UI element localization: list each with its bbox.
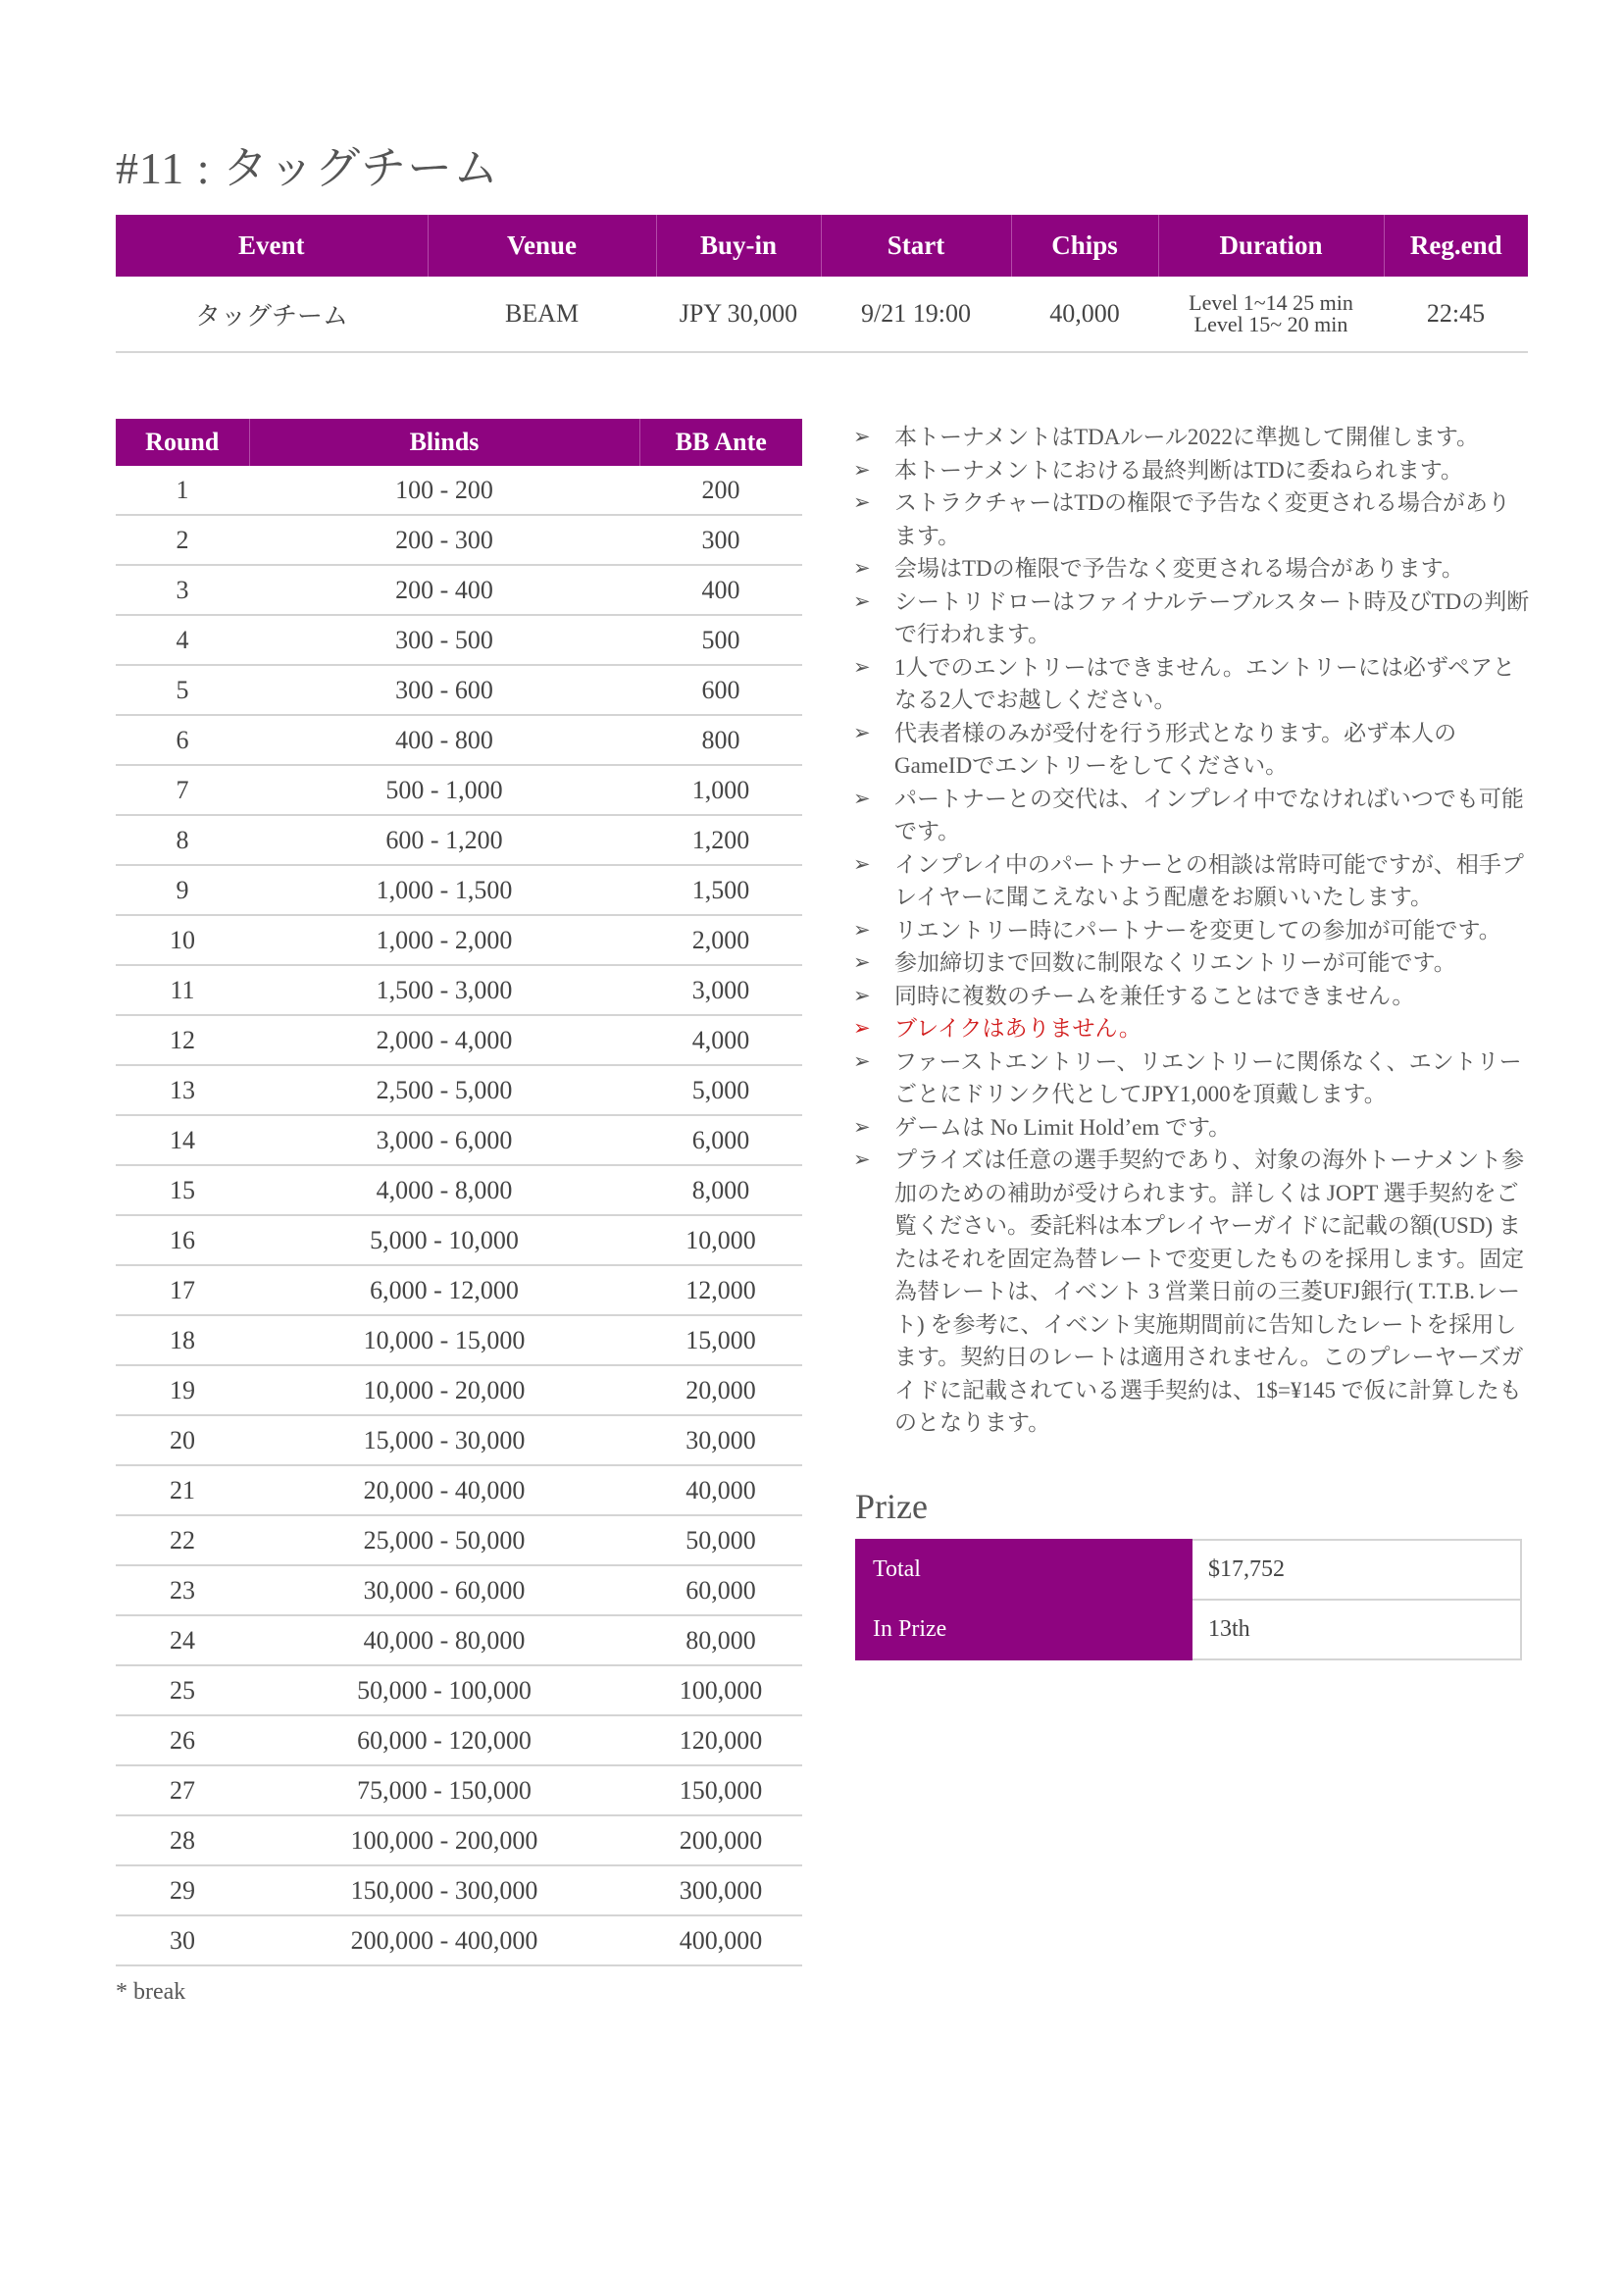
cell-bb-ante: 600 <box>639 665 802 715</box>
event-venue: BEAM <box>428 277 656 352</box>
event-start: 9/21 19:00 <box>821 277 1011 352</box>
cell-bb-ante: 6,000 <box>639 1115 802 1165</box>
header-duration: Duration <box>1158 215 1384 277</box>
list-item <box>853 1111 1530 1145</box>
note-text: 本トーナメントはTDAルール2022に準拠して開催します。 <box>894 425 1480 449</box>
cell-blinds: 6,000 - 12,000 <box>249 1265 639 1315</box>
arrow-bullet-icon: ➢ <box>853 983 871 1007</box>
arrow-bullet-icon: ➢ <box>853 1016 871 1040</box>
arrow-bullet-icon: ➢ <box>853 457 871 482</box>
cell-bb-ante: 2,000 <box>639 915 802 965</box>
cell-blinds: 20,000 - 40,000 <box>249 1465 639 1515</box>
cell-round: 13 <box>116 1065 249 1115</box>
cell-bb-ante: 60,000 <box>639 1565 802 1615</box>
list-item <box>853 552 1530 586</box>
event-regend: 22:45 <box>1384 277 1528 352</box>
table-row <box>116 1415 802 1465</box>
prize-value-total: $17,752 <box>1192 1540 1521 1600</box>
event-header-row <box>116 215 1528 277</box>
cell-blinds: 1,500 - 3,000 <box>249 965 639 1015</box>
cell-round: 1 <box>116 466 249 515</box>
cell-round: 27 <box>116 1765 249 1815</box>
list-item <box>853 1012 1530 1045</box>
cell-round: 29 <box>116 1865 249 1915</box>
header-round: Round <box>116 419 249 466</box>
cell-bb-ante: 30,000 <box>639 1415 802 1465</box>
cell-round: 14 <box>116 1115 249 1165</box>
note-text: パートナーとの交代は、インプレイ中でなければいつでも可能です。 <box>894 786 1524 843</box>
cell-blinds: 10,000 - 15,000 <box>249 1315 639 1365</box>
cell-bb-ante: 200 <box>639 466 802 515</box>
arrow-bullet-icon: ➢ <box>853 1114 871 1139</box>
cell-blinds: 10,000 - 20,000 <box>249 1365 639 1415</box>
note-text: リエントリー時にパートナーを変更しての参加が可能です。 <box>894 917 1501 943</box>
cell-bb-ante: 50,000 <box>639 1515 802 1565</box>
table-row <box>116 1365 802 1415</box>
table-row <box>116 1665 802 1715</box>
table-row <box>116 1215 802 1265</box>
cell-bb-ante: 1,000 <box>639 765 802 815</box>
event-name: タッグチーム <box>116 277 428 352</box>
cell-round: 3 <box>116 565 249 615</box>
table-row <box>116 1565 802 1615</box>
blind-structure-table <box>116 419 802 1966</box>
cell-blinds: 200 - 300 <box>249 515 639 565</box>
table-row <box>116 1515 802 1565</box>
table-row <box>116 466 802 515</box>
note-text: インプレイ中のパートナーとの相談は常時可能ですが、相手プレイヤーに聞こえないよう配慮をお願いいたします。 <box>894 851 1524 909</box>
list-item <box>853 914 1530 947</box>
cell-blinds: 200,000 - 400,000 <box>249 1915 639 1965</box>
table-row <box>116 815 802 865</box>
cell-bb-ante: 200,000 <box>639 1815 802 1865</box>
cell-blinds: 40,000 - 80,000 <box>249 1615 639 1665</box>
cell-bb-ante: 10,000 <box>639 1215 802 1265</box>
arrow-bullet-icon: ➢ <box>853 720 871 744</box>
cell-bb-ante: 400,000 <box>639 1915 802 1965</box>
cell-round: 5 <box>116 665 249 715</box>
arrow-bullet-icon: ➢ <box>853 1147 871 1171</box>
cell-bb-ante: 4,000 <box>639 1015 802 1065</box>
table-row <box>116 665 802 715</box>
event-info-table <box>116 215 1528 353</box>
arrow-bullet-icon: ➢ <box>853 1048 871 1073</box>
header-buyin: Buy-in <box>656 215 821 277</box>
table-row <box>116 1265 802 1315</box>
cell-round: 25 <box>116 1665 249 1715</box>
list-item <box>853 651 1530 717</box>
arrow-bullet-icon: ➢ <box>853 786 871 810</box>
cell-blinds: 300 - 500 <box>249 615 639 665</box>
cell-blinds: 2,500 - 5,000 <box>249 1065 639 1115</box>
cell-round: 16 <box>116 1215 249 1265</box>
cell-round: 30 <box>116 1915 249 1965</box>
cell-round: 18 <box>116 1315 249 1365</box>
cell-blinds: 150,000 - 300,000 <box>249 1865 639 1915</box>
table-row <box>116 1165 802 1215</box>
event-duration <box>1158 277 1384 352</box>
page-title: #11 : タッグチーム <box>116 143 500 193</box>
cell-blinds: 1,000 - 2,000 <box>249 915 639 965</box>
note-text: ブレイクはありません。 <box>894 1016 1142 1041</box>
cell-round: 4 <box>116 615 249 665</box>
cell-blinds: 200 - 400 <box>249 565 639 615</box>
cell-round: 23 <box>116 1565 249 1615</box>
table-row <box>116 715 802 765</box>
table-row <box>116 1315 802 1365</box>
cell-blinds: 50,000 - 100,000 <box>249 1665 639 1715</box>
list-item <box>853 586 1530 651</box>
cell-round: 2 <box>116 515 249 565</box>
table-row <box>116 565 802 615</box>
cell-round: 21 <box>116 1465 249 1515</box>
note-text: 会場はTDの権限で予告なく変更される場合があります。 <box>894 556 1464 581</box>
list-item <box>853 946 1530 980</box>
cell-round: 17 <box>116 1265 249 1315</box>
arrow-bullet-icon: ➢ <box>853 490 871 514</box>
cell-round: 9 <box>116 865 249 915</box>
event-row <box>116 277 1528 352</box>
note-text: プライズは任意の選手契約であり、対象の海外トーナメント参加のための補助が受けられます。詳しくは JOPT 選手契約をご覧ください。委託料は本プレイヤーガイドに記載の額(USD) またはそれを固定為替レートで変更したものを採用します。固定為替レートは、イベント 3 営業日前の三菱UFJ銀行( T.T.B.レート) を参考に、イベント実施期間前に告知したレートを採用します。契約日のレートは適用されません。このプレーヤーズガイドに記載されている選手契約は、1$=¥145 で仮に計算したものとなります。 <box>894 1147 1525 1435</box>
arrow-bullet-icon: ➢ <box>853 556 871 580</box>
header-start: Start <box>821 215 1011 277</box>
table-row <box>116 1065 802 1115</box>
cell-round: 8 <box>116 815 249 865</box>
cell-round: 7 <box>116 765 249 815</box>
cell-round: 22 <box>116 1515 249 1565</box>
cell-bb-ante: 15,000 <box>639 1315 802 1365</box>
cell-round: 10 <box>116 915 249 965</box>
cell-round: 24 <box>116 1615 249 1665</box>
header-blinds: Blinds <box>249 419 639 466</box>
prize-title: Prize <box>855 1487 928 1526</box>
cell-blinds: 75,000 - 150,000 <box>249 1765 639 1815</box>
header-event: Event <box>116 215 428 277</box>
cell-bb-ante: 1,200 <box>639 815 802 865</box>
event-chips: 40,000 <box>1011 277 1158 352</box>
arrow-bullet-icon: ➢ <box>853 588 871 613</box>
cell-bb-ante: 300,000 <box>639 1865 802 1915</box>
cell-round: 11 <box>116 965 249 1015</box>
cell-bb-ante: 300 <box>639 515 802 565</box>
cell-blinds: 100 - 200 <box>249 466 639 515</box>
cell-blinds: 300 - 600 <box>249 665 639 715</box>
cell-bb-ante: 150,000 <box>639 1765 802 1815</box>
cell-round: 28 <box>116 1815 249 1865</box>
header-bb-ante: BB Ante <box>675 428 767 456</box>
cell-blinds: 400 - 800 <box>249 715 639 765</box>
table-row <box>116 515 802 565</box>
list-item <box>853 421 1530 454</box>
note-text: 同時に複数のチームを兼任することはできません。 <box>894 983 1415 1008</box>
cell-bb-ante: 12,000 <box>639 1265 802 1315</box>
note-text: 参加締切まで回数に制限なくリエントリーが可能です。 <box>894 950 1456 975</box>
prize-label-total: Total <box>856 1540 1192 1600</box>
table-row <box>116 965 802 1015</box>
header-chips: Chips <box>1011 215 1158 277</box>
cell-bb-ante: 100,000 <box>639 1665 802 1715</box>
cell-blinds: 1,000 - 1,500 <box>249 865 639 915</box>
cell-blinds: 30,000 - 60,000 <box>249 1565 639 1615</box>
table-row <box>116 1765 802 1815</box>
cell-bb-ante: 40,000 <box>639 1465 802 1515</box>
table-row <box>116 765 802 815</box>
note-text: シートリドローはファイナルテーブルスタート時及びTDの判断で行われます。 <box>894 588 1530 646</box>
cell-bb-ante: 20,000 <box>639 1365 802 1415</box>
note-text: 本トーナメントにおける最終判断はTDに委ねられます。 <box>894 457 1463 483</box>
cell-blinds: 3,000 - 6,000 <box>249 1115 639 1165</box>
cell-round: 26 <box>116 1715 249 1765</box>
note-text: ゲームは No Limit Hold’em です。 <box>894 1114 1232 1140</box>
cell-round: 19 <box>116 1365 249 1415</box>
arrow-bullet-icon: ➢ <box>853 425 871 448</box>
cell-bb-ante: 80,000 <box>639 1615 802 1665</box>
note-text: ストラクチャーはTDの権限で予告なく変更される場合があります。 <box>894 490 1510 548</box>
table-row <box>116 1815 802 1865</box>
table-row <box>116 865 802 915</box>
table-row <box>116 915 802 965</box>
header-venue: Venue <box>428 215 656 277</box>
prize-table <box>855 1539 1522 1660</box>
list-item <box>853 454 1530 487</box>
cell-blinds: 600 - 1,200 <box>249 815 639 865</box>
list-item <box>853 980 1530 1013</box>
cell-round: 6 <box>116 715 249 765</box>
cell-bb-ante: 400 <box>639 565 802 615</box>
event-buyin: JPY 30,000 <box>656 277 821 352</box>
cell-bb-ante: 1,500 <box>639 865 802 915</box>
table-row <box>116 1915 802 1965</box>
prize-row-total <box>856 1540 1521 1600</box>
list-item <box>853 848 1530 914</box>
table-row <box>116 1615 802 1665</box>
list-item <box>853 1045 1530 1111</box>
cell-blinds: 4,000 - 8,000 <box>249 1165 639 1215</box>
cell-blinds: 15,000 - 30,000 <box>249 1415 639 1465</box>
cell-round: 15 <box>116 1165 249 1215</box>
prize-row-in-prize <box>856 1600 1521 1659</box>
cell-round: 12 <box>116 1015 249 1065</box>
cell-blinds: 100,000 - 200,000 <box>249 1815 639 1865</box>
table-row <box>116 615 802 665</box>
cell-blinds: 5,000 - 10,000 <box>249 1215 639 1265</box>
table-row <box>116 1115 802 1165</box>
cell-blinds: 25,000 - 50,000 <box>249 1515 639 1565</box>
cell-blinds: 60,000 - 120,000 <box>249 1715 639 1765</box>
cell-bb-ante: 500 <box>639 615 802 665</box>
header-regend: Reg.end <box>1409 230 1502 260</box>
break-note: * break <box>116 1979 186 2005</box>
cell-bb-ante: 5,000 <box>639 1065 802 1115</box>
note-text: ファーストエントリー、リエントリーに関係なく、エントリーごとにドリンク代としてJPY1,000を頂戴します。 <box>894 1048 1522 1106</box>
blinds-header-row <box>116 419 802 466</box>
prize-label-in-prize: In Prize <box>856 1600 1192 1659</box>
duration-line-1: Level 1~14 25 min <box>1189 290 1353 315</box>
cell-bb-ante: 120,000 <box>639 1715 802 1765</box>
note-text: 代表者様のみが受付を行う形式となります。必ず本人のGameIDでエントリーをしてください。 <box>894 720 1457 778</box>
list-item <box>853 783 1530 848</box>
arrow-bullet-icon: ➢ <box>853 917 871 942</box>
prize-value-in-prize: 13th <box>1192 1600 1521 1659</box>
list-item <box>853 1144 1530 1440</box>
cell-bb-ante: 3,000 <box>639 965 802 1015</box>
duration-line-2: Level 15~ 20 min <box>1193 312 1348 336</box>
table-row <box>116 1015 802 1065</box>
arrow-bullet-icon: ➢ <box>853 950 871 974</box>
table-row <box>116 1865 802 1915</box>
table-row <box>116 1465 802 1515</box>
cell-round: 20 <box>116 1415 249 1465</box>
list-item <box>853 717 1530 783</box>
note-text: 1人でのエントリーはできません。エントリーには必ずペアとなる2人でお越しください。 <box>894 654 1515 712</box>
rules-list <box>853 421 1530 1440</box>
cell-bb-ante: 800 <box>639 715 802 765</box>
list-item <box>853 486 1530 552</box>
arrow-bullet-icon: ➢ <box>853 851 871 876</box>
cell-bb-ante: 8,000 <box>639 1165 802 1215</box>
table-row <box>116 1715 802 1765</box>
arrow-bullet-icon: ➢ <box>853 654 871 679</box>
cell-blinds: 2,000 - 4,000 <box>249 1015 639 1065</box>
cell-blinds: 500 - 1,000 <box>249 765 639 815</box>
